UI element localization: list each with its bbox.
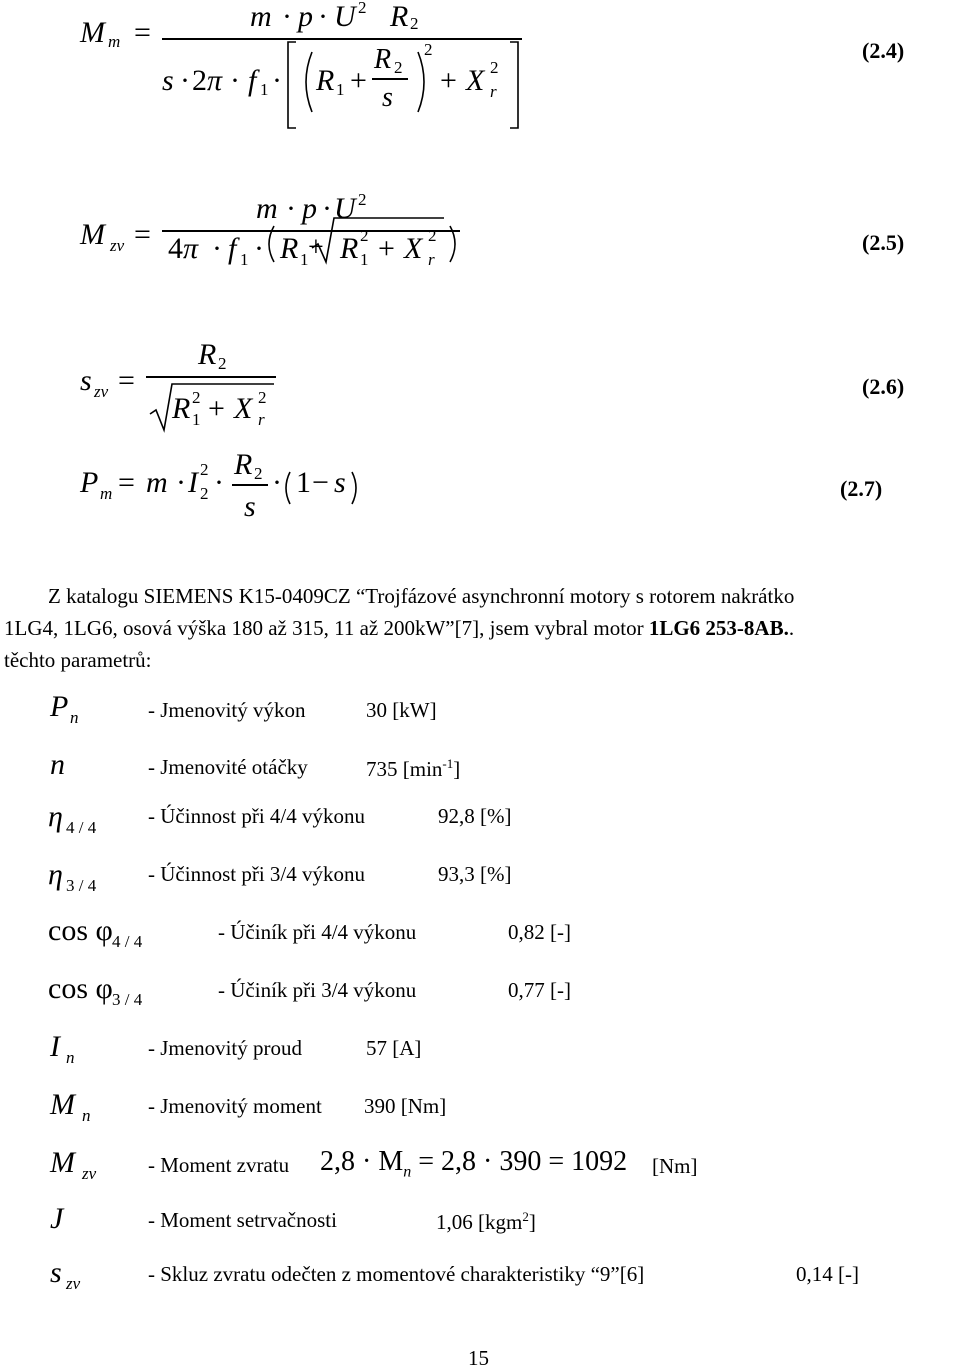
eq24-equals: = (134, 16, 151, 49)
paragraph-line-3: těchto parametrů: (4, 648, 152, 672)
eq26-label: (2.6) (862, 374, 905, 399)
eq24-fraction-bar (162, 38, 522, 40)
eq26-fraction-bar (146, 376, 276, 378)
eq24-lhs: M (80, 16, 105, 49)
motor-code: 1LG6 253-8AB. (648, 616, 789, 640)
moment-formula: $2,8 \cdot M_n = 2,8 \cdot 390 = 1092$ (320, 1146, 628, 1181)
eq24-label: (2.4) (862, 38, 905, 63)
eq27-lhs-sub: m (100, 484, 113, 503)
eq26-lhs-sub: zv (94, 382, 109, 401)
eq24-lhs-sub: m (108, 32, 121, 51)
eq27-label: (2.7) (840, 476, 883, 501)
paragraph-line-2: 1LG4, 1LG6, osová výška 180 až 315, 11 až 200kW”[7], jsem vybral motor 1LG6 253-8AB.. (4, 616, 795, 640)
eq26-lhs: s (80, 364, 92, 397)
eq25-lhs: M (80, 218, 105, 251)
eq25-lhs-sub: zv (110, 236, 125, 255)
eq25-label: (2.5) (862, 230, 905, 255)
page-number: 15 (468, 1346, 489, 1370)
eq27-lhs: P (80, 466, 99, 499)
eq26-equals: = (118, 364, 135, 397)
paragraph-line-1: Z katalogu SIEMENS K15-0409CZ “Trojfázové asynchronní motory s rotorem nakrátko (48, 584, 795, 608)
eq25-equals: = (134, 218, 151, 251)
